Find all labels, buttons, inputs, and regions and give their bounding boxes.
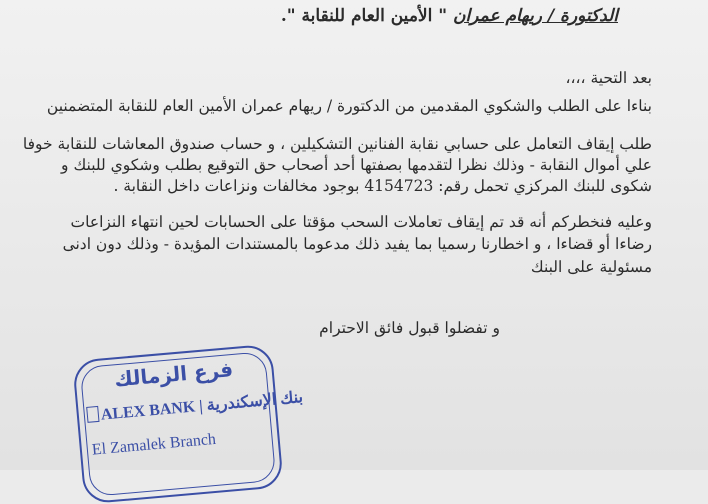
paragraph-2-line-2: علي أموال النقابة - وذلك نظرا لتقدمها بصفتها أحد أصحاب حق التوقيع بطلب وشكوي للبنك و: [61, 156, 652, 174]
stamp-bank-ar: بنك الإسكندرية: [206, 389, 304, 415]
closing-line: و تفضلوا قبول فائق الاحترام: [319, 319, 500, 337]
paragraph-3-line-1: وعليه فنخطركم أنه قد تم إيقاف تعاملات السحب مؤقتا على الحسابات لحين انتهاء النزاعات: [70, 213, 652, 231]
recipient-name: الدكتورة / ريهام عمران: [453, 6, 618, 26]
stamp-branch-english: El Zamalek Branch: [91, 430, 217, 459]
recipient-title: " الأمين العام للنقابة ".: [280, 6, 448, 26]
stamp-bank-name: ALEX BANK | بنك الإسكندرية: [86, 390, 267, 426]
bank-stamp: [72, 344, 304, 504]
paragraph-2-line-1: طلب إيقاف التعامل على حسابي نقابة الفنانين التشكيلين ، و حساب صندوق المعاشات للنقابة خوفا: [22, 135, 652, 153]
stamp-branch-arabic: فرع الزمالك: [113, 357, 234, 392]
paragraph-3-line-3: مسئولية على البنك: [530, 258, 652, 276]
paragraph-2-line-3: شكوى للبنك المركزي تحمل رقم: 4154723 بوجود مخالفات ونزاعات داخل النقابة .: [113, 177, 652, 195]
bank-logo-icon: [86, 406, 99, 423]
stamp-bank-en: ALEX BANK: [100, 398, 197, 424]
greeting: بعد التحية ،،،،: [565, 69, 652, 87]
letter-heading: [281, 6, 618, 26]
paragraph-1: بناءا على الطلب والشكوي المقدمين من الدكتورة / ريهام عمران الأمين العام للنقابة المتضمنين: [46, 97, 652, 115]
paragraph-3-line-2: رضاءا أو قضاءا ، و اخطارنا رسميا بما يفيد ذلك مدعوما بالمستندات المؤيدة - وذلك دون ادنى: [62, 235, 652, 253]
